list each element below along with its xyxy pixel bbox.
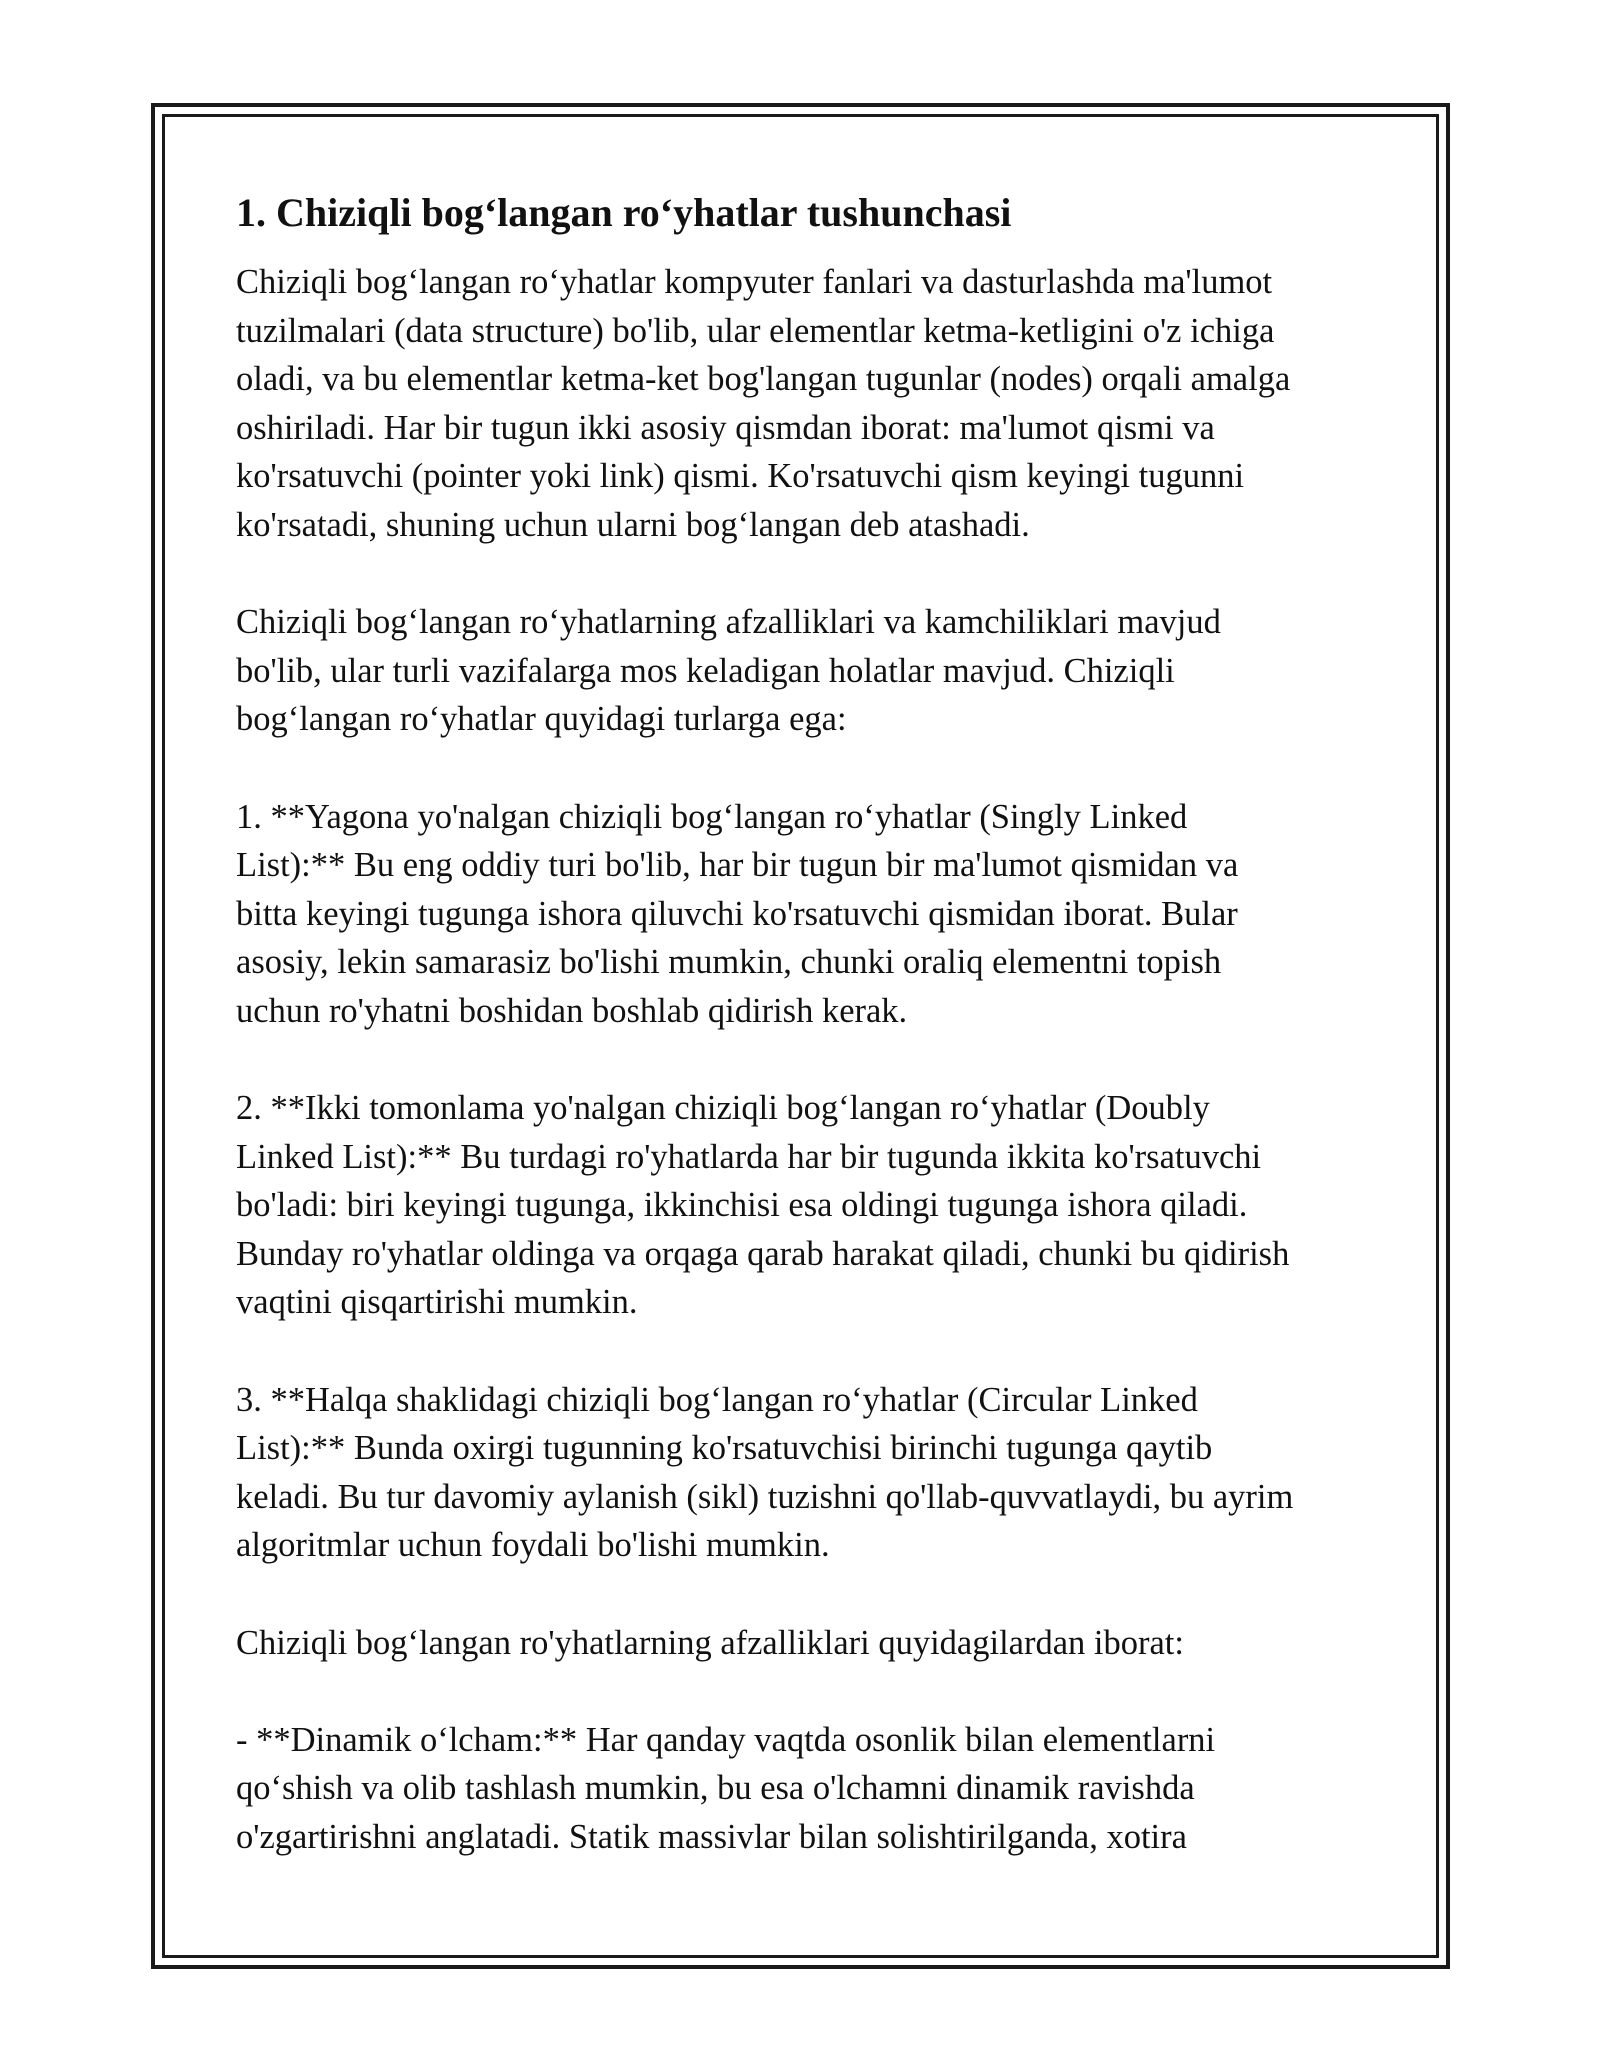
list-item-circular-linked: 3. **Halqa shaklidagi chiziqli bog‘langan ro‘yhatlar (Circular Linked List):** Bunda oxirgi tugunning ko'rsatuvchisi birinchi tugunga qaytib keladi. Bu tur davomiy aylanish (sikl) tuzishni qo'llab-quvvatlaydi, bu ayrim algoritmlar uchun foydali bo'lishi mumkin.	[236, 1380, 1294, 1565]
list-item-singly-linked: 1. **Yagona yo'nalgan chiziqli bog‘langan ro‘yhatlar (Singly Linked List):** Bu eng oddiy turi bo'lib, har bir tugun bir ma'lumot qismidan va bitta keyingi tugunga ishora qiluvchi ko'rsatuvchi qismidan iborat. Bular asosiy, lekin samarasiz bo'lishi mumkin, chunki oraliq elementni topish uchun ro'yhatni boshidan boshlab qidirish kerak.	[236, 797, 1239, 1030]
paragraph-intro: Chiziqli bog‘langan ro‘yhatlar kompyuter fanlari va dasturlashda ma'lumot tuzilmalari (data structure) bo'lib, ular elementlar ketma-ketligini o'z ichiga oladi, va bu elementlar ketma-ket bog'langan tugunlar (nodes) orqali amalga oshiriladi. Har bir tugun ikki asosiy qismdan iborat: ma'lumot qismi va ko'rsatuvchi (pointer yoki link) qismi. Ko'rsatuvchi qism keyingi tugunni ko'rsatadi, shuning uchun ularni bog‘langan deb atashadi.	[236, 263, 1291, 544]
document-body	[236, 186, 1376, 1862]
paragraph-types-intro: Chiziqli bog‘langan ro‘yhatlarning afzalliklari va kamchiliklari mavjud bo'lib, ular turli vazifalarga mos keladigan holatlar mavjud. Chiziqli bog‘langan ro‘yhatlar quyidagi turlarga ega:	[236, 603, 1221, 739]
list-item-doubly-linked: 2. **Ikki tomonlama yo'nalgan chiziqli bog‘langan ro‘yhatlar (Doubly Linked List):** Bu turdagi ro'yhatlarda har bir tugunda ikkita ko'rsatuvchi bo'ladi: biri keyingi tugunga, ikkinchisi esa oldingi tugunga ishora qiladi. Bunday ro'yhatlar oldinga va orqaga qarab harakat qiladi, chunki bu qidirish vaqtini qisqartirishi mumkin.	[236, 1089, 1290, 1322]
list-item-dynamic-size: - **Dinamik o‘lcham:** Har qanday vaqtda osonlik bilan elementlarni qo‘shish va olib tashlash mumkin, bu esa o'lchamni dinamik ravishda o'zgartirishni anglatadi. Statik massivlar bilan solishtirilganda, xotira	[236, 1720, 1216, 1856]
section-title: 1. Chiziqli bog‘langan ro‘yhatlar tushunchasi	[236, 190, 1012, 235]
paragraph-advantages-intro: Chiziqli bog‘langan ro'yhatlarning afzalliklari quyidagilardan iborat:	[236, 1623, 1184, 1662]
